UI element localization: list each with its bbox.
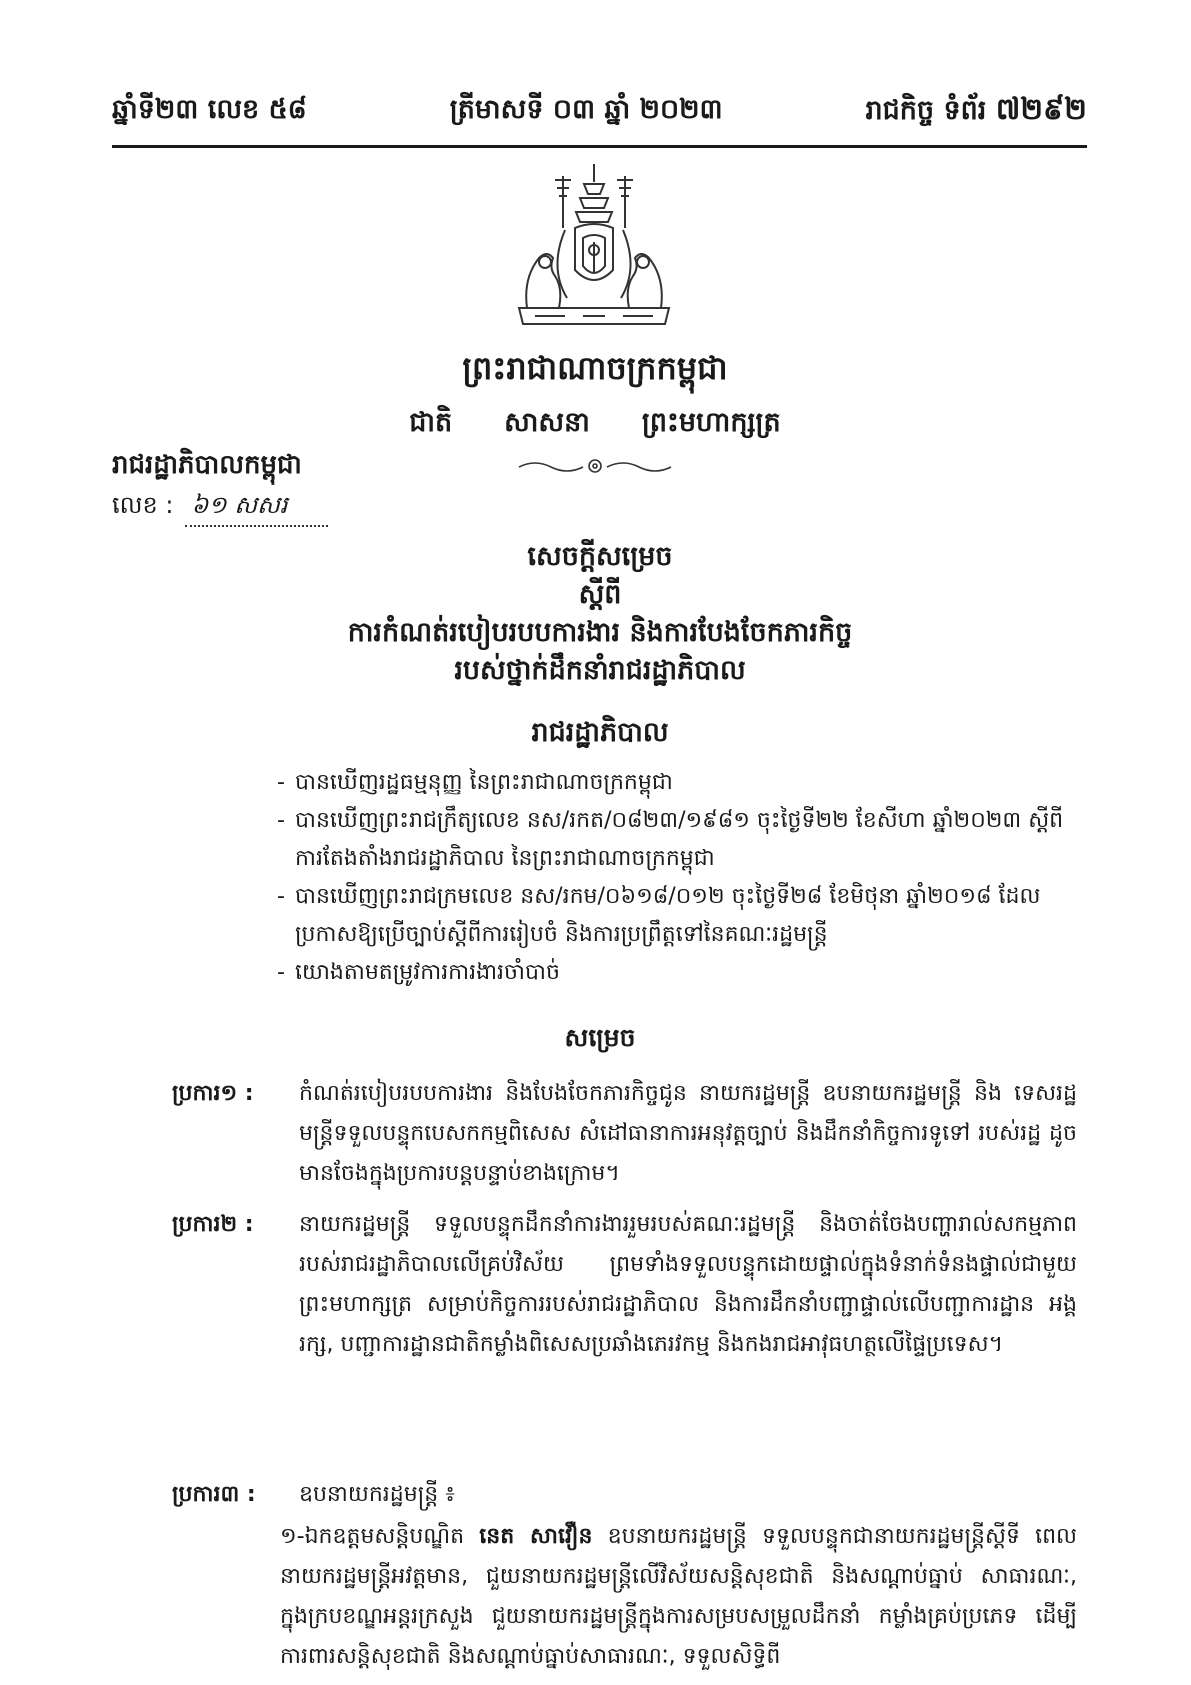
article-3 [172,1475,1077,1515]
considerations-list [277,764,1077,992]
article-text: នាយករដ្ឋមន្ត្រី ទទួលបន្ទុកដឹកនាំការងាររួមរបស់គណៈរដ្ឋមន្ត្រី និងចាត់ចែងបញ្ហារាល់សកម្មភាព របស់រាជរដ្ឋាភិបាលលើគ្រប់វិស័យ ព្រមទាំងទទួលបន្ទុកដោយផ្ទាល់ក្នុងទំនាក់ទំនងផ្ទាល់ជាមួយ ព្រះមហាក្សត្រ សម្រាប់កិច្ចការរបស់រាជរដ្ឋាភិបាល និងការដឹកនាំបញ្ជាផ្ទាល់លើបញ្ជាការដ្ឋាន អង្គរក្ស, បញ្ជាការដ្ឋានជាតិកម្លាំងពិសេសប្រឆាំងភេរវកម្ម និងកងរាជអាវុធហត្ថលើផ្ទៃប្រទេស។ [299,1212,1077,1357]
motto-nation: ជាតិ [409,407,453,438]
document-number-label: លេខ : [112,491,174,519]
title-line-4: របស់ថ្នាក់ដឹកនាំរាជរដ្ឋាភិបាល [454,655,746,686]
article-text: ឧបនាយករដ្ឋមន្ត្រី ៖ [299,1482,455,1507]
gazette-page [866,90,1087,134]
document-number-value: ៦១ សសរ [185,490,327,527]
gazette-header [112,86,1087,138]
decision-title [200,538,1000,690]
article-label: ប្រការ២ : [172,1212,254,1237]
article-1 [172,1074,1077,1194]
page-number: ៧២៩២ [995,92,1087,127]
article-label: ប្រការ៣ : [172,1482,256,1507]
header-rule [112,145,1087,148]
consideration-item: - បានឃើញព្រះរាជក្រឹត្យលេខ នស/រកត/០៨២៣/១៩៨១ ចុះថ្ងៃទី២២ ខែសីហា ឆ្នាំ២០២៣ ស្តីពី ការតែងតាំងរាជរដ្ឋាភិបាល នៃព្រះរាជាណាចក្រកម្ពុជា [277,808,1064,871]
article-label: ប្រការ១ : [172,1081,254,1106]
consideration-item: - យោងតាមតម្រូវការការងារចាំបាច់ [277,960,560,985]
article-3-item-1 [280,1517,1077,1677]
document-number [112,490,328,527]
title-line-3: ការកំណត់របៀបរបបការងារ និងការបែងចែកភារកិច្ច [347,617,853,648]
article-text: កំណត់របៀបរបបការងារ និងបែងចែកភារកិច្ចជូន នាយករដ្ឋមន្ត្រី ឧបនាយករដ្ឋមន្ត្រី និង ទេសរដ្ឋមន្ត្រីទទួលបន្ទុកបេសកកម្មពិសេស សំដៅធានាការអនុវត្តច្បាប់ និងដឹកនាំកិច្ចការទូទៅ របស់រដ្ឋ ដូចមានចែងក្នុងប្រការបន្តបន្ទាប់ខាងក្រោម។ [299,1081,1077,1186]
motto-religion: សាសនា [504,407,590,438]
article-2 [172,1205,1077,1365]
item-prefix: ១-ឯកឧត្តមសន្តិបណ្ឌិត [280,1524,465,1549]
consideration-item: - បានឃើញរដ្ឋធម្មនុញ្ញ នៃព្រះរាជាណាចក្រកម្ពុជា [277,770,673,795]
official-name: នេត សាវឿន [479,1524,593,1549]
kingdom-name: ព្រះរាជាណាចក្រកម្ពុជា [462,349,728,387]
issuing-authority: រាជរដ្ឋាភិបាលកម្ពុជា [112,450,302,480]
government-heading: រាជរដ្ឋាភិបាល [531,717,669,748]
consideration-item: - បានឃើញព្រះរាជក្រមលេខ នស/រកម/០៦១៨/០១២ ចុះថ្ងៃទី២៨ ខែមិថុនា ឆ្នាំ២០១៨ ដែល ប្រកាសឱ្យប្រើច្បាប់ស្តីពីការរៀបចំ និងការប្រព្រឹត្តទៅនៃគណៈរដ្ឋមន្ត្រី [277,884,1041,947]
royal-coat-of-arms-icon [505,158,683,336]
gazette-page-label: រាជកិច្ច ទំព័រ [865,95,987,126]
issue-date: ត្រីមាសទី ០៣ ឆ្នាំ ២០២៣ [449,93,723,125]
title-line-2: ស្តីពី [578,579,622,610]
flourish-ornament-icon [515,455,675,477]
decides-heading: សម្រេច [564,1023,636,1052]
national-motto [380,406,810,445]
year-issue: ឆ្នាំទី២៣ លេខ ៥៨ [112,93,307,125]
title-line-1: សេចក្តីសម្រេច [527,541,673,572]
motto-king: ព្រះមហាក្សត្រ [641,407,781,438]
item-text: ឧបនាយករដ្ឋមន្ត្រី ទទួលបន្ទុកជានាយករដ្ឋមន្ត្រីស្តីទី ពេលនាយករដ្ឋមន្ត្រីអវត្តមាន, ជួយនាយករដ្ឋមន្ត្រីលើវិស័យសន្តិសុខជាតិ និងសណ្តាប់ធ្នាប់ សាធារណៈ, ក្នុងក្របខណ្ឌអន្តរក្រសួង ជួយនាយករដ្ឋមន្ត្រីក្នុងការសម្របសម្រួលដឹកនាំ កម្លាំងគ្រប់ប្រភេទ ដើម្បីការពារសន្តិសុខជាតិ និងសណ្តាប់ធ្នាប់សាធារណៈ, ទទួលសិទ្ធិពី [280,1524,1077,1669]
